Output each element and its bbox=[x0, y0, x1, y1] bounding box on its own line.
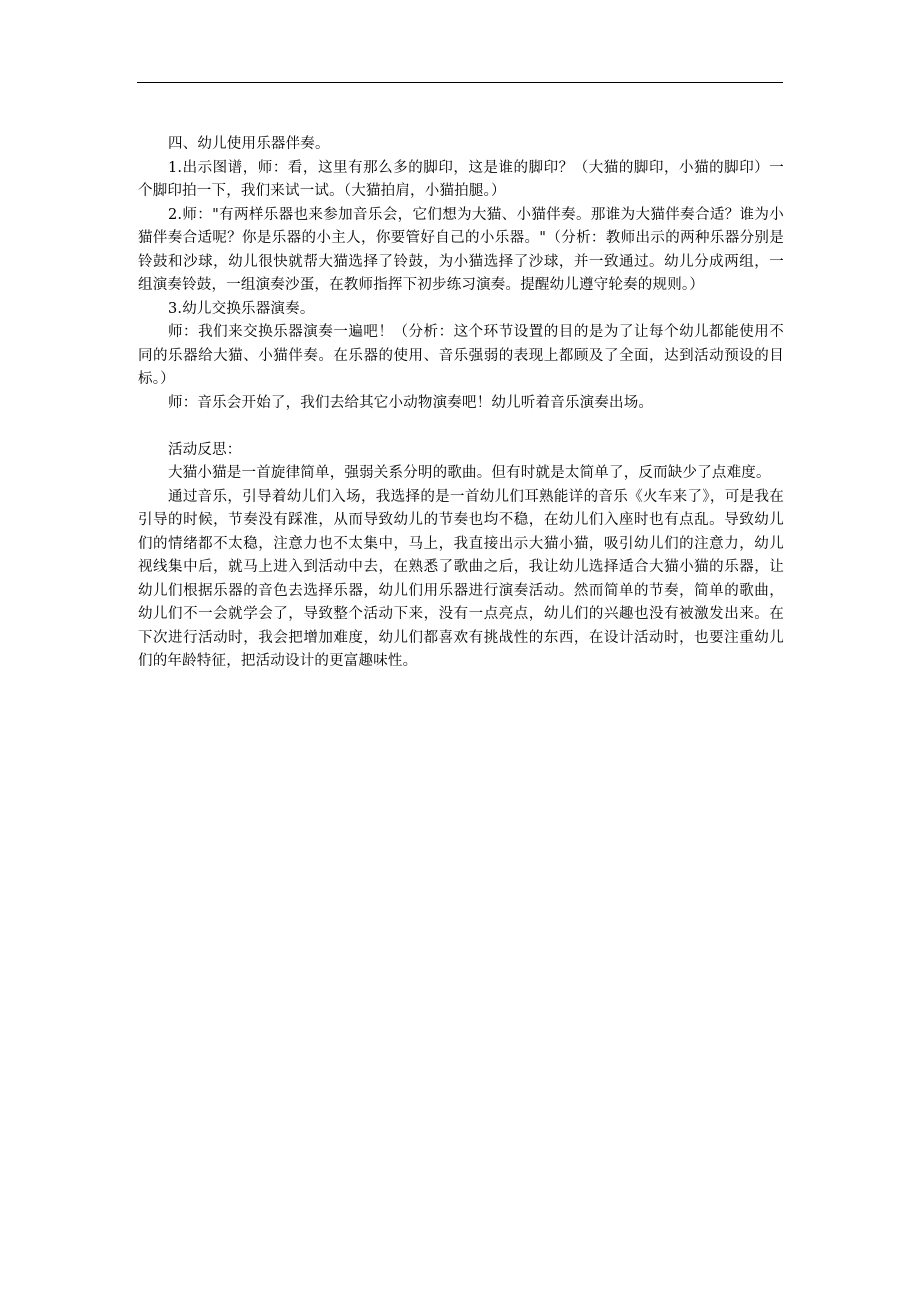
header-rule bbox=[137, 82, 783, 83]
body-paragraph: 1.出示图谱，师：看，这里有那么多的脚印，这是谁的脚印？（大猫的脚印，小猫的脚印）一个脚印拍一下，我们来试一试。（大猫拍肩，小猫拍腿。） bbox=[138, 159, 784, 199]
paragraph-spacer bbox=[138, 415, 784, 439]
section-heading: 四、幼儿使用乐器伴奏。 bbox=[168, 136, 330, 152]
document-body bbox=[138, 133, 784, 674]
reflection-paragraph: 大猫小猫是一首旋律简单，强弱关系分明的歌曲。但有时就是太简单了，反而缺少了点难度。 bbox=[168, 465, 771, 481]
reflection-heading: 活动反思： bbox=[168, 441, 242, 458]
body-paragraph: 师：我们来交换乐器演奏一遍吧！（分析：这个环节设置的目的是为了让每个幼儿都能使用不同的乐器给大猫、小猫伴奏。在乐器的使用、音乐强弱的表现上都顾及了全面，达到活动预设的目标。） bbox=[138, 324, 784, 387]
body-paragraph: 2.师："有两样乐器也来参加音乐会，它们想为大猫、小猫伴奏。那谁为大猫伴奏合适？谁为小猫伴奏合适呢？你是乐器的小主人，你要管好自己的小乐器。"（分析：教师出示的两种乐器分别是铃鼓和沙球，幼儿很快就帮大猫选择了铃鼓，为小猫选择了沙球，并一致通过。幼儿分成两组，一组演奏铃鼓，一组演奏沙蛋，在教师指挥下初步练习演奏。提醒幼儿遵守轮奏的规则。） bbox=[138, 206, 784, 293]
body-paragraph: 3.幼儿交换乐器演奏。 bbox=[168, 300, 315, 317]
body-paragraph: 师：音乐会开始了，我们去给其它小动物演奏吧！幼儿听着音乐演奏出场。 bbox=[168, 394, 654, 411]
reflection-paragraph: 通过音乐，引导着幼儿们入场，我选择的是一首幼儿们耳熟能详的音乐《火车来了》，可是我在引导的时候，节奏没有踩准，从而导致幼儿的节奏也均不稳，在幼儿们入座时也有点乱。导致幼儿们的情绪都不太稳，注意力也不太集中，马上，我直接出示大猫小猫，吸引幼儿们的注意力，幼儿视线集中后，就马上进入到活动中去，在熟悉了歌曲之后，我让幼儿选择适合大猫小猫的乐器，让幼儿们根据乐器的音色去选择乐器，幼儿们用乐器进行演奏活动。然而简单的节奏，简单的歌曲，幼儿们不一会就学会了，导致整个活动下来，没有一点亮点，幼儿们的兴趣也没有被激发出来。在下次进行活动时，我会把增加难度，幼儿们都喜欢有挑战性的东西，在设计活动时，也要注重幼儿们的年龄特征，把活动设计的更富趣味性。 bbox=[138, 488, 784, 669]
